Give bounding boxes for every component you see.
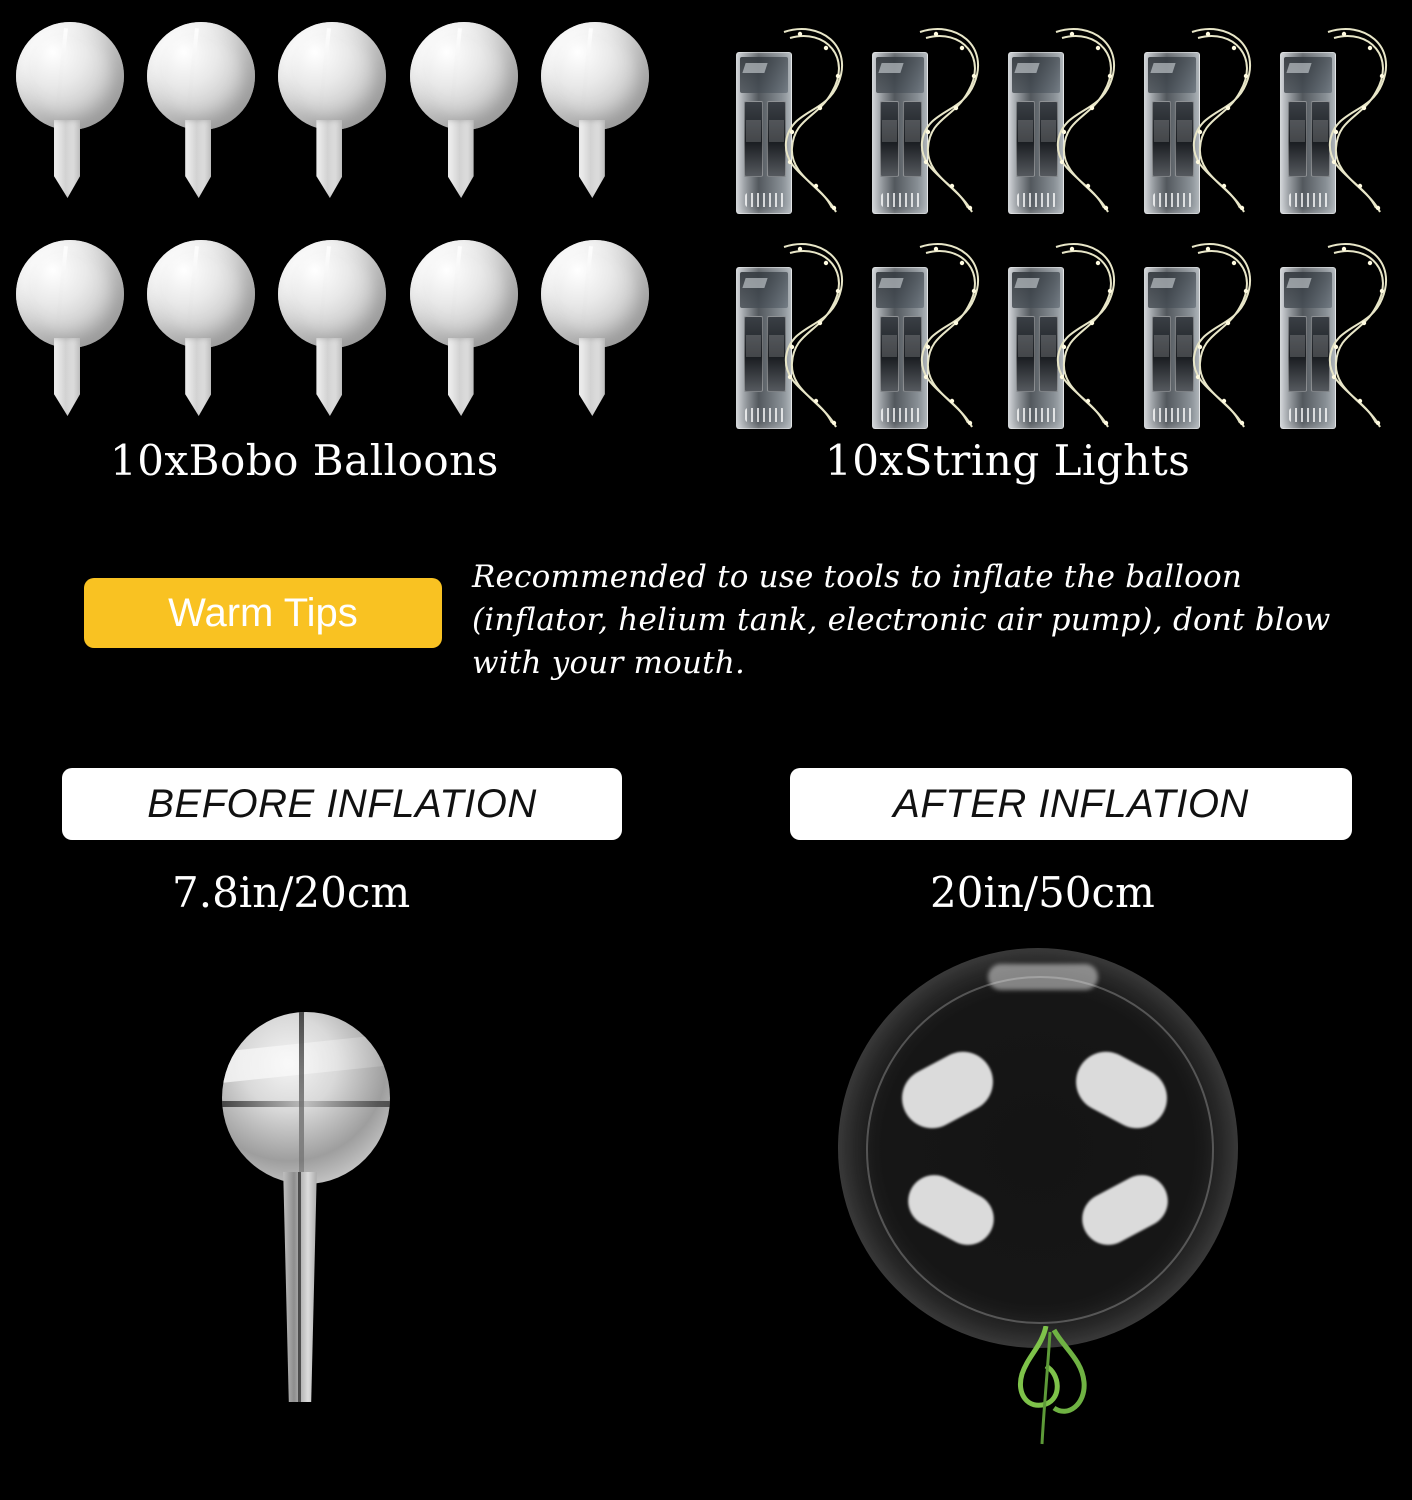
string-light-set: [1138, 22, 1270, 217]
deflated-balloon-image: [222, 1012, 402, 1402]
balloon-neck: [316, 120, 342, 198]
battery-spring: [1153, 193, 1193, 207]
light-wire: [780, 22, 862, 217]
battery-cell: [1016, 316, 1035, 392]
battery-cell: [744, 316, 763, 392]
battery-cell: [1152, 316, 1171, 392]
battery-spring: [1017, 193, 1057, 207]
battery-spring: [745, 408, 785, 422]
string-light-set: [866, 237, 998, 432]
balloon-body: [147, 240, 255, 348]
string-light-set: [1138, 237, 1270, 432]
light-wire: [780, 237, 862, 432]
before-inflation-label: BEFORE INFLATION: [62, 768, 622, 840]
balloon-body: [16, 22, 124, 130]
balloon-ribbon: [998, 1326, 1108, 1446]
string-light-set: [1274, 237, 1406, 432]
battery-cell: [880, 101, 899, 177]
deflated-balloon-neck: [280, 1172, 320, 1402]
battery-spring: [1289, 408, 1329, 422]
light-wire: [1324, 22, 1406, 217]
balloon-body: [278, 240, 386, 348]
battery-cell: [880, 316, 899, 392]
battery-spring: [1289, 193, 1329, 207]
balloon-highlight: [988, 964, 1098, 990]
bobo-balloon: [10, 240, 130, 430]
string-light-set: [1002, 237, 1134, 432]
battery-spring: [881, 408, 921, 422]
battery-cell: [1016, 101, 1035, 177]
balloon-neck: [448, 120, 474, 198]
balloon-body: [541, 22, 649, 130]
bobo-balloons-grid: [10, 22, 660, 430]
battery-cell: [1152, 101, 1171, 177]
balloon-neck: [316, 338, 342, 416]
after-inflation-label: AFTER INFLATION: [790, 768, 1352, 840]
battery-spring: [1153, 408, 1193, 422]
balloon-neck: [448, 338, 474, 416]
balloon-inner-ring: [866, 976, 1214, 1324]
battery-spring: [1017, 408, 1057, 422]
bobo-balloon: [272, 22, 392, 212]
balloon-body: [16, 240, 124, 348]
warm-tips-badge: Warm Tips: [84, 578, 442, 648]
balloon-neck: [579, 120, 605, 198]
balloons-caption: 10xBobo Balloons: [110, 436, 499, 485]
battery-cell: [744, 101, 763, 177]
light-wire: [916, 22, 998, 217]
deflated-balloon-body: [222, 1012, 390, 1184]
string-light-set: [730, 237, 862, 432]
string-light-set: [866, 22, 998, 217]
balloon-neck: [54, 338, 80, 416]
light-wire: [1324, 237, 1406, 432]
balloon-body: [278, 22, 386, 130]
light-wire: [916, 237, 998, 432]
inflated-balloon-image: [838, 948, 1238, 1348]
balloon-body: [147, 22, 255, 130]
string-light-set: [730, 22, 862, 217]
balloon-body: [541, 240, 649, 348]
light-wire: [1052, 22, 1134, 217]
bobo-balloon: [272, 240, 392, 430]
string-light-set: [1274, 22, 1406, 217]
bobo-balloon: [10, 22, 130, 212]
bobo-balloon: [535, 240, 655, 430]
bobo-balloon: [535, 22, 655, 212]
battery-spring: [745, 193, 785, 207]
light-wire: [1188, 237, 1270, 432]
battery-cell: [1288, 101, 1307, 177]
bobo-balloon: [404, 22, 524, 212]
balloon-body: [410, 240, 518, 348]
battery-spring: [881, 193, 921, 207]
light-wire: [1188, 22, 1270, 217]
bobo-balloon: [141, 240, 261, 430]
balloon-neck: [579, 338, 605, 416]
balloon-neck: [185, 120, 211, 198]
string-light-set: [1002, 22, 1134, 217]
balloon-body: [410, 22, 518, 130]
string-lights-grid: [730, 22, 1390, 432]
before-inflation-size: 7.8in/20cm: [172, 868, 411, 917]
bobo-balloon: [141, 22, 261, 212]
light-wire: [1052, 237, 1134, 432]
balloon-neck: [54, 120, 80, 198]
battery-cell: [1288, 316, 1307, 392]
warm-tips-text: Recommended to use tools to inflate the balloon (inflator, helium tank, electronic air pump), dont blow with your mouth.: [472, 559, 1331, 681]
balloon-neck: [185, 338, 211, 416]
bobo-balloon: [404, 240, 524, 430]
string-lights-caption: 10xString Lights: [825, 436, 1191, 485]
after-inflation-size: 20in/50cm: [930, 868, 1155, 917]
